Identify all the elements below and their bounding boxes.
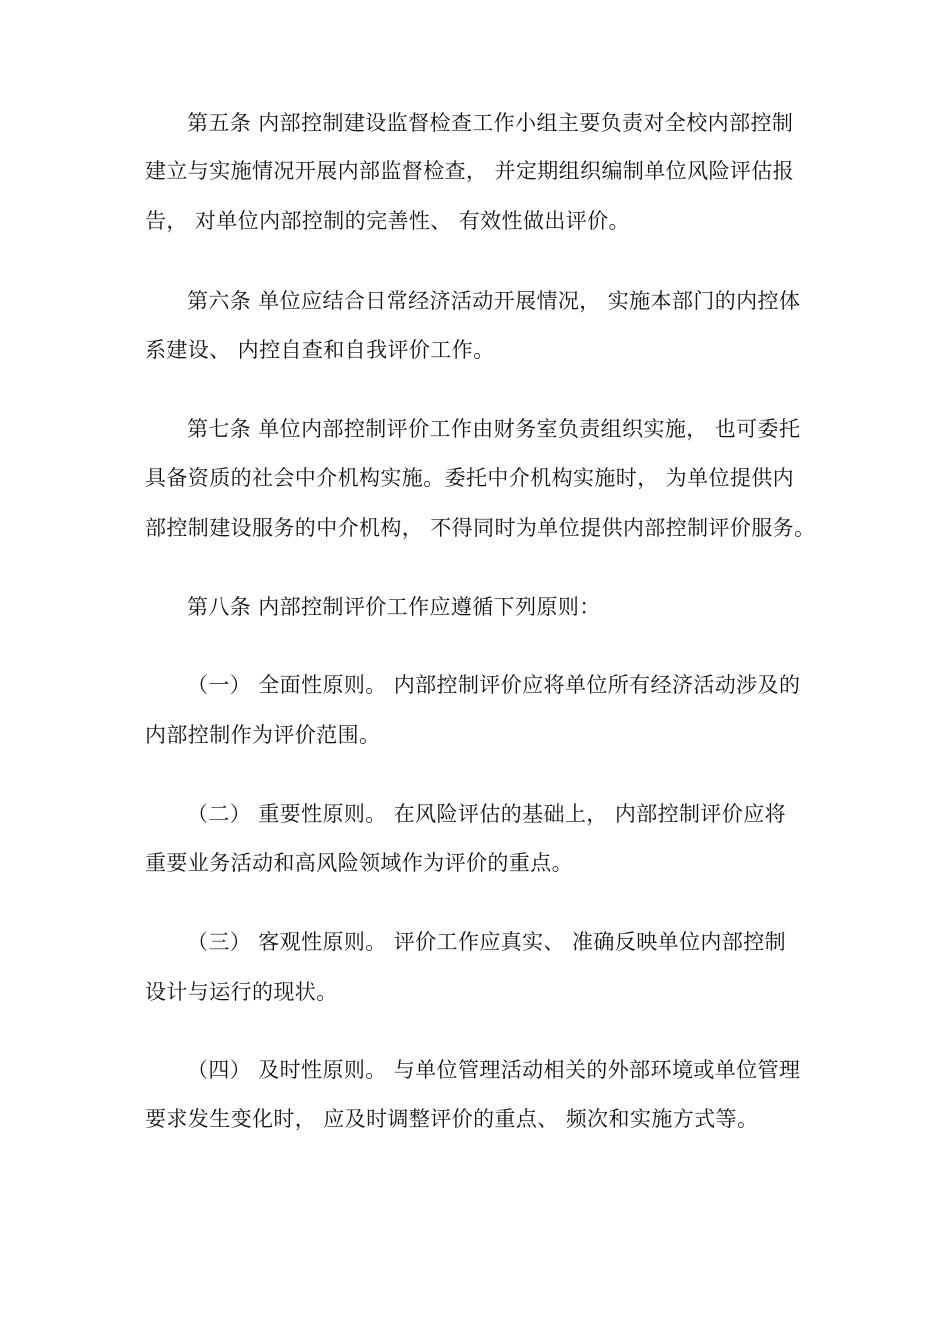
principle-1-line-2: 内部控制作为评价范围。 [145, 723, 381, 747]
principle-4-line-2: 要求发生变化时， 应及时调整评价的重点、 频次和实施方式等。 [145, 1107, 759, 1131]
article-7-line-2: 具备资质的社会中介机构实施。委托中介机构实施时， 为单位提供内 [145, 466, 795, 490]
principle-2-line-2: 重要业务活动和高风险领域作为评价的重点。 [145, 851, 573, 875]
article-5-line-2: 建立与实施情况开展内部监督检查， 并定期组织编制单位风险评估报 [145, 159, 795, 183]
principle-4-line-1: （四） 及时性原则。 与单位管理活动相关的外部环境或单位管理 [187, 1058, 801, 1082]
article-5-line-3: 告， 对单位内部控制的完善性、 有效性做出评价。 [145, 209, 630, 233]
article-6-line-2: 系建设、 内控自查和自我评价工作。 [145, 338, 495, 362]
article-8-line-1: 第八条 内部控制评价工作应遵循下列原则： [187, 595, 601, 619]
article-7-line-3: 部控制建设服务的中介机构， 不得同时为单位提供内部控制评价服务。 [145, 516, 816, 540]
principle-2-line-1: （二） 重要性原则。 在风险评估的基础上， 内部控制评价应将 [187, 802, 787, 826]
article-7-line-1: 第七条 单位内部控制评价工作由财务室负责组织实施， 也可委托 [187, 417, 801, 441]
principle-3-line-2: 设计与运行的现状。 [145, 980, 338, 1004]
article-5-line-1: 第五条 内部控制建设监督检查工作小组主要负责对全校内部控制 [187, 111, 794, 135]
principle-3-line-1: （三） 客观性原则。 评价工作应真实、 准确反映单位内部控制 [187, 930, 787, 954]
principle-1-line-1: （一） 全面性原则。 内部控制评价应将单位所有经济活动涉及的 [187, 673, 801, 697]
article-6-line-1: 第六条 单位应结合日常经济活动开展情况， 实施本部门的内控体 [187, 289, 801, 313]
